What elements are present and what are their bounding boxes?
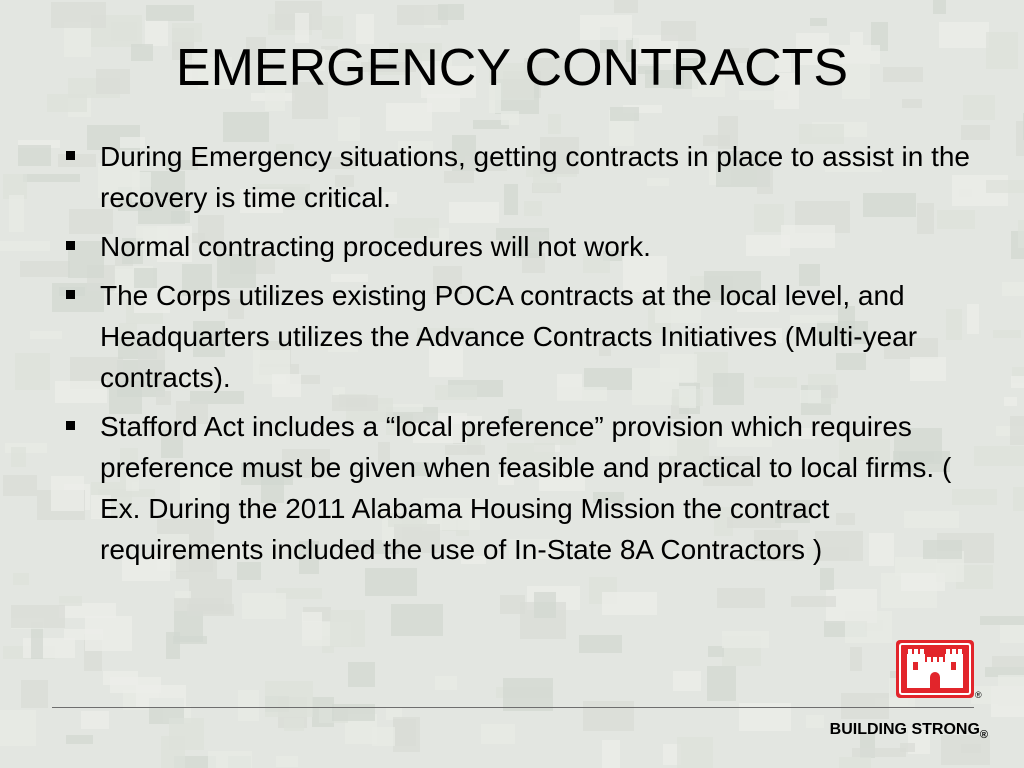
footer-divider (52, 707, 974, 708)
square-bullet-icon (66, 421, 75, 430)
bullet-item (58, 275, 978, 398)
bullet-list (58, 136, 978, 578)
footer-tagline-text: BUILDING STRONG (829, 721, 980, 738)
logo-registered-mark: ® (975, 690, 982, 700)
square-bullet-icon (66, 290, 75, 299)
slide-title: EMERGENCY CONTRACTS (175, 39, 849, 97)
bullet-text: The Corps utilizes existing POCA contracts at the local level, and Headquarters utilizes the Advance Contracts Initiatives (Multi-year contracts). (100, 280, 918, 393)
square-bullet-icon (66, 151, 75, 160)
bullet-text: Stafford Act includes a “local preference” provision which requires preference must be given when feasible and practical to local firms. ( Ex. During the 2011 Alabama Housing Mission the contract requirements included the use of In-State 8A Contractors ) (100, 411, 952, 565)
castle-icon (896, 640, 974, 698)
square-bullet-icon (66, 241, 75, 250)
bullet-text: During Emergency situations, getting contracts in place to assist in the recovery is time critical. (100, 141, 970, 213)
bullet-item (58, 226, 978, 267)
bullet-item (58, 136, 978, 218)
bullet-item (58, 406, 978, 570)
bullet-text: Normal contracting procedures will not work. (100, 231, 651, 262)
footer-registered-mark: ® (979, 729, 988, 741)
footer-tagline (830, 721, 988, 741)
